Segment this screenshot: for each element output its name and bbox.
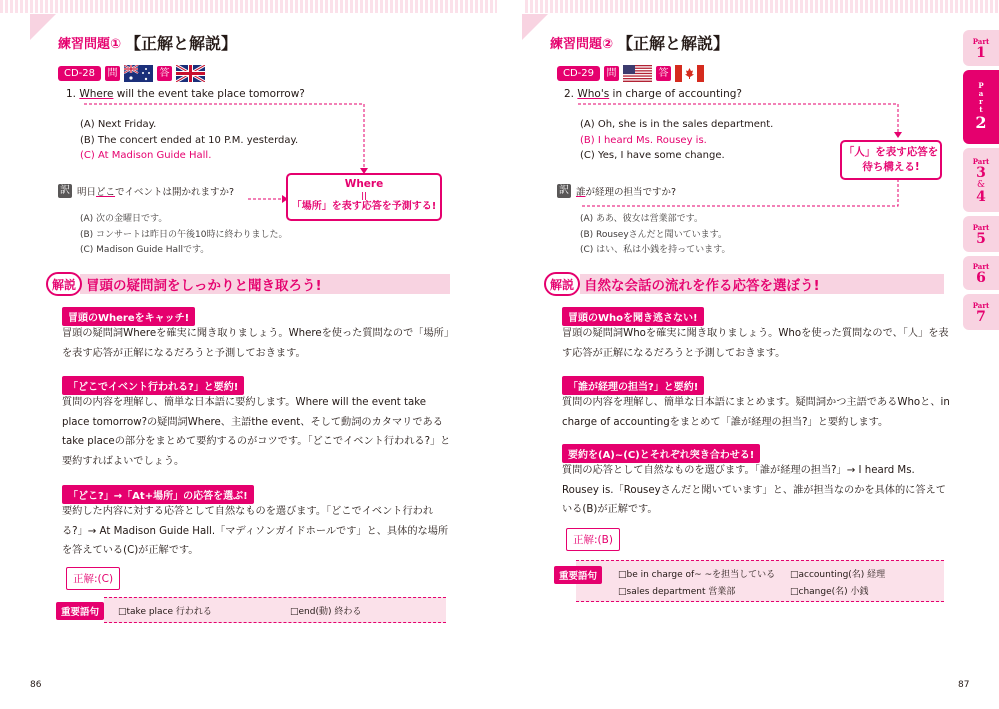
translated-choices: (A) 次の金曜日です。 (B) コンサートは昨日の午後10時に終わりました。 (C) Madison Guide Hallです。 xyxy=(80,214,288,255)
problem-label: 練習問題② xyxy=(550,37,614,52)
section-body: 質問の内容を理解し、簡単な日本語にまとめます。疑問詞かつ主語であるWhoと、in charge of accountingをまとめて「誰が経理の担当?」と要約します。 xyxy=(562,397,950,428)
answer-badge: 答 xyxy=(656,66,671,81)
prediction-callout: Where || 「場所」を表す応答を予測する! xyxy=(286,173,442,221)
explanation-badge: 解説 xyxy=(544,272,580,296)
choice-b: (B) The concert ended at 10 P.M. yesterday. xyxy=(80,134,299,146)
section-body: 質問の内容を理解し、簡単な日本語に要約します。Where will the event take place tomorrow?の疑問詞Where、主語the event、そして動詞のカタマリであるtake placeの部分をまとめて要約するのがコツです。「どこでイベント行われる?」と要約すればよいでしょう。 xyxy=(62,397,451,467)
tab-part-1[interactable]: Part 1 xyxy=(963,30,999,66)
vocabulary-item: □end(動) 終わる xyxy=(290,607,362,617)
translation-keyword: 誰 xyxy=(576,187,586,198)
problem-label: 練習問題① xyxy=(58,37,122,52)
section-body: 冒頭の疑問詞Whereを確実に聞き取りましょう。Whereを使った質問なので「場所」を表す応答が正解になるだろうと予測しておきます。 xyxy=(62,328,449,359)
section-heading: 「どこでイベント行われる?」と要約! xyxy=(62,376,244,395)
answer-badge: 答 xyxy=(157,66,172,81)
title-text: 【正解と解説】 xyxy=(617,34,730,53)
vocabulary-label: 重要語句 xyxy=(56,602,104,620)
translation-row: 訳 誰 が経理の担当ですか? xyxy=(559,185,677,198)
page-number: 87 xyxy=(958,680,970,690)
vocabulary-item: □change(名) 小銭 xyxy=(790,587,869,597)
question-badge: 問 xyxy=(105,66,120,81)
section-heading: 「どこ?」→「At+場所」の応答を選ぶ! xyxy=(62,485,254,504)
section-heading: 「誰が経理の担当?」と要約! xyxy=(562,376,704,395)
page-number: 86 xyxy=(30,680,42,690)
right-page xyxy=(500,0,970,709)
explanation-badge: 解説 xyxy=(46,272,82,296)
section-body: 質問の応答として自然なものを選びます。「誰が経理の担当?」→ I heard Ms. Rousey is.「Rouseyさんだと聞いています」と、誰が担当なのかを具体的に答えている(B)が正解です。 xyxy=(562,465,946,515)
explanation-title: 自然な会話の流れを作る応答を選ぼう! xyxy=(584,278,820,294)
tab-vertical-word: P a r t xyxy=(978,81,984,114)
question-text: 2. Who's in charge of accounting? xyxy=(564,88,742,100)
explanation-header xyxy=(46,272,322,296)
translation-badge: 訳 xyxy=(60,185,70,196)
tab-part-2[interactable]: P a r t 2 xyxy=(963,70,999,144)
translated-choices: (A) ああ、彼女は営業部です。 (B) Rouseyさんだと聞いています。 (C) はい、私は小銭を持っています。 xyxy=(580,214,731,255)
tab-part-5[interactable]: Part 5 xyxy=(963,216,999,252)
tab-part-7[interactable]: Part 7 xyxy=(963,294,999,330)
question-badge: 問 xyxy=(604,66,619,81)
tab-part-3-4[interactable]: Part 3 & 4 xyxy=(963,148,999,212)
translation-badge: 訳 xyxy=(559,185,569,196)
connector-arrows xyxy=(0,0,497,260)
choice-c-correct: (C) At Madison Guide Hall. xyxy=(80,150,212,161)
vocabulary-item: □accounting(名) 経理 xyxy=(790,570,886,580)
question-text: 1. Where will the event take place tomorrow? xyxy=(66,88,305,100)
section-body: 要約した内容に対する応答として自然なものを選びます。「どこでイベント行われる?」→ At Madison Guide Hall.「マディソンガイドホールです」と、具体的な場所を答えている(C)が正解です。 xyxy=(62,506,449,556)
vocabulary-item: □sales department 営業部 xyxy=(618,587,736,597)
left-page xyxy=(0,0,497,709)
choice-a: (A) Oh, she is in the sales department. xyxy=(580,119,774,130)
section-heading: 冒頭のWhoを聞き逃さない! xyxy=(562,307,704,326)
choice-a: (A) Next Friday. xyxy=(80,119,157,130)
title-text: 【正解と解説】 xyxy=(125,34,238,53)
explanation-header xyxy=(544,272,820,296)
vocabulary-item: □be in charge of~ ~を担当している xyxy=(618,570,776,580)
explanation-title: 冒頭の疑問詞をしっかりと聞き取ろう! xyxy=(86,278,322,294)
translation-keyword: どこ xyxy=(96,187,116,198)
choice-c: (C) Yes, I have some change. xyxy=(580,150,725,161)
vocabulary-label: 重要語句 xyxy=(554,566,602,584)
choice-b-correct: (B) I heard Ms. Rousey is. xyxy=(580,134,707,146)
correct-answer-box: 正解:(B) xyxy=(566,528,620,551)
tab-part-6[interactable]: Part 6 xyxy=(963,256,999,290)
question-keyword: Who's xyxy=(577,88,610,100)
prediction-callout: 「人」を表す応答を 待ち構える! xyxy=(840,140,942,180)
cd-track-badge: CD-29 xyxy=(557,66,600,81)
section-heading: 冒頭のWhereをキャッチ! xyxy=(62,307,195,326)
translation-row: 訳 明日 どこ でイベントは開かれますか? xyxy=(60,185,235,198)
vocabulary-item: □take place 行われる xyxy=(118,607,212,617)
section-body: 冒頭の疑問詞Whoを確実に聞き取りましょう。Whoを使った質問なので、「人」を表す応答が正解になるだろうと予測しておきます。 xyxy=(562,328,949,359)
cd-track-badge: CD-28 xyxy=(58,66,101,81)
correct-answer-box: 正解:(C) xyxy=(66,567,120,590)
connector-arrows xyxy=(500,0,960,260)
question-keyword: Where xyxy=(79,88,114,100)
section-heading: 要約を(A)~(C)とそれぞれ突き合わせる! xyxy=(562,444,760,463)
